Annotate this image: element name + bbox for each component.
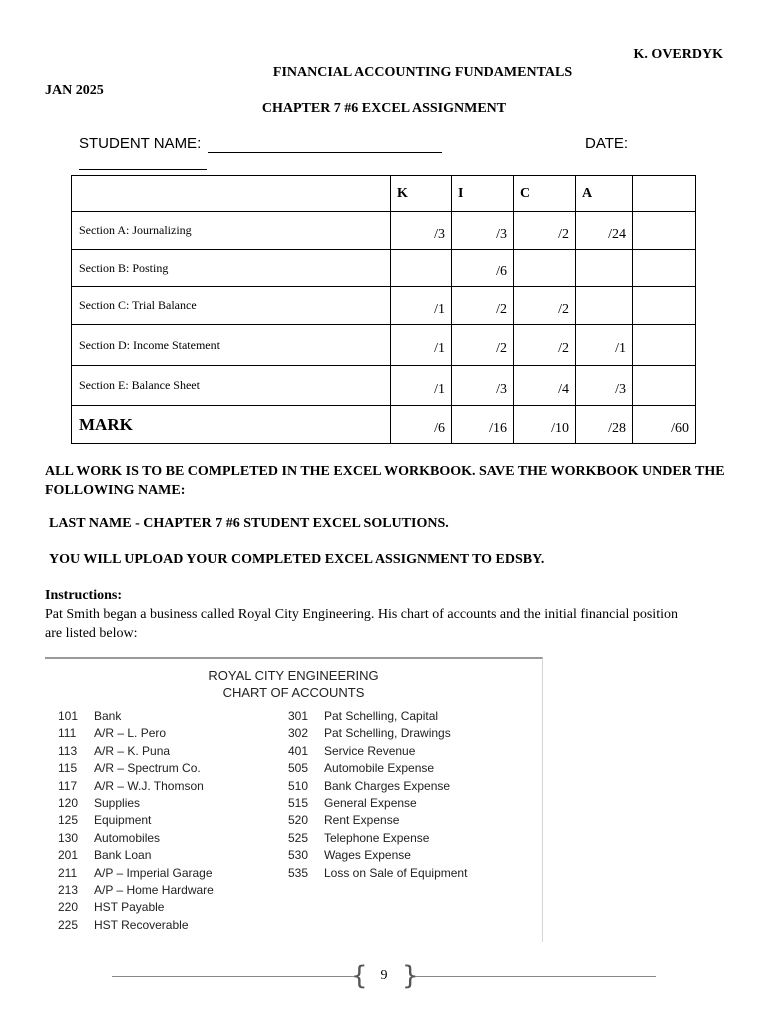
mark-cell [633,250,696,287]
mark-total-label: MARK [72,406,391,444]
account-row [58,917,189,934]
save-notice: ALL WORK IS TO BE COMPLETED IN THE EXCEL WORKBOOK. SAVE THE WORKBOOK UNDER THE FOLLOWING NAME: [45,464,725,498]
mark-cell: /24 [576,212,633,250]
account-name: Automobiles [94,830,161,845]
account-name: Service Revenue [324,743,416,758]
account-number: 115 [58,761,78,776]
mark-total-cell: /16 [452,406,514,444]
account-row [288,847,411,864]
account-row [288,725,451,742]
account-name: Rent Expense [324,813,400,828]
mark-cell: /2 [514,287,576,325]
date-line [79,169,207,170]
account-row [288,743,415,760]
account-number: 113 [58,743,78,758]
account-number: 401 [288,743,309,758]
mark-cell [633,287,696,325]
footer-rule-right [414,976,656,977]
account-row [58,760,201,777]
account-row [288,812,399,829]
instructions-text: Pat Smith began a business called Royal City Engineering. His chart of accounts and the initial financial position are listed below: [45,607,678,641]
account-row [58,812,151,829]
marks-row-d [72,325,696,366]
account-row [288,708,438,725]
account-number: 101 [58,709,79,723]
course-title: FINANCIAL ACCOUNTING FUNDAMENTALS [272,65,573,80]
account-name: Wages Expense [324,848,411,863]
mark-total-cell: /6 [391,406,452,444]
account-number: 220 [58,900,79,915]
section-label: Section C: Trial Balance [72,287,391,325]
upload-notice: YOU WILL UPLOAD YOUR COMPLETED EXCEL ASSIGNMENT TO EDSBY. [49,552,545,567]
marks-table [71,175,696,444]
account-number: 211 [58,865,78,880]
header-i: I [452,176,514,212]
account-number: 505 [288,761,309,776]
account-number: 530 [288,848,309,863]
account-number: 125 [58,813,79,828]
account-row [58,882,214,899]
section-label: Section B: Posting [72,250,391,287]
footer-rule-left [112,976,354,977]
marks-row-b [72,250,696,287]
account-number: 117 [58,778,78,793]
mark-cell [576,250,633,287]
account-row [288,760,434,777]
instructions-heading: Instructions: [45,588,123,603]
author-name: K. OVERDYK [633,47,723,62]
account-name: A/P – Home Hardware [94,883,214,897]
mark-cell: /3 [452,366,514,406]
mark-cell [514,250,576,287]
account-number: 515 [288,796,309,810]
mark-cell [633,325,696,366]
mark-cell: /1 [576,325,633,366]
mark-cell [391,250,452,287]
mark-cell: /1 [391,325,452,366]
mark-total-cell: /60 [633,406,696,444]
account-number: 525 [288,830,309,845]
account-name: HST Payable [94,900,165,915]
coa-company-title: ROYAL CITY ENGINEERING [208,668,379,683]
account-name: A/R – W.J. Thomson [94,778,204,793]
account-name: A/R – L. Pero [94,726,167,741]
account-number: 130 [58,830,79,845]
header-c: C [514,176,576,212]
account-row [288,865,467,882]
account-name: Equipment [94,813,152,828]
account-name: Telephone Expense [324,830,430,845]
account-name: Pat Schelling, Capital [324,709,439,723]
account-name: Bank Loan [94,848,152,863]
account-number: 111 [58,726,77,741]
account-row [58,795,140,812]
account-name: A/R – Spectrum Co. [94,761,201,776]
marks-row-e [72,366,696,406]
account-number: 201 [58,848,79,863]
account-number: 520 [288,813,309,828]
mark-cell: /1 [391,366,452,406]
mark-cell: /2 [514,325,576,366]
mark-total-cell: /28 [576,406,633,444]
right-brace-ornament: } [402,961,419,991]
mark-cell: /6 [452,250,514,287]
account-number: 120 [58,796,79,810]
marks-total-row [72,406,696,444]
page-number: 9 [380,968,388,983]
document-date: JAN 2025 [45,83,104,98]
left-brace-ornament: { [351,961,368,991]
account-name: Loss on Sale of Equipment [324,865,468,880]
account-number: 213 [58,883,79,897]
account-row [58,847,151,864]
mark-cell: /3 [391,212,452,250]
account-name: Pat Schelling, Drawings [324,726,451,741]
date-label: DATE: [585,135,629,152]
header-k: K [391,176,452,212]
account-number: 301 [288,709,309,723]
mark-cell: /2 [452,287,514,325]
account-row [58,899,164,916]
account-name: Supplies [94,796,141,810]
account-row [58,708,121,725]
account-number: 302 [288,726,309,741]
account-name: HST Recoverable [94,917,189,932]
header-blank-cell [72,176,391,212]
account-name: Bank Charges Expense [324,778,451,793]
assignment-title: CHAPTER 7 #6 EXCEL ASSIGNMENT [261,101,507,116]
header-a: A [576,176,633,212]
account-row [58,778,204,795]
account-name: Automobile Expense [324,761,435,776]
section-label: Section A: Journalizing [72,212,391,250]
mark-total-cell: /10 [514,406,576,444]
mark-cell [633,366,696,406]
account-row [288,778,450,795]
marks-row-c [72,287,696,325]
mark-cell: /2 [514,212,576,250]
section-label: Section E: Balance Sheet [72,366,391,406]
mark-cell: /3 [452,212,514,250]
mark-cell: /1 [391,287,452,325]
section-label: Section D: Income Statement [72,325,391,366]
chart-of-accounts-image [45,657,543,942]
account-row [58,830,160,847]
account-row [58,725,166,742]
account-name: Bank [94,709,122,723]
file-name-notice: LAST NAME - CHAPTER 7 #6 STUDENT EXCEL SOLUTIONS. [49,516,449,531]
account-row [58,743,170,760]
mark-cell: /2 [452,325,514,366]
mark-cell: /3 [576,366,633,406]
account-number: 510 [288,778,309,793]
coa-title: CHART OF ACCOUNTS [222,685,365,700]
mark-cell [633,212,696,250]
account-number: 225 [58,917,79,932]
account-name: A/R – K. Puna [94,743,171,758]
account-number: 535 [288,865,309,880]
student-name-line [208,152,442,153]
student-name-label: STUDENT NAME: [79,135,202,152]
account-name: General Expense [324,796,417,810]
header-total [633,176,696,212]
account-row [58,865,213,882]
account-name: A/P – Imperial Garage [94,865,213,880]
marks-header-row [72,176,696,212]
account-row [288,830,429,847]
account-row [288,795,417,812]
mark-cell [576,287,633,325]
marks-row-a [72,212,696,250]
mark-cell: /4 [514,366,576,406]
